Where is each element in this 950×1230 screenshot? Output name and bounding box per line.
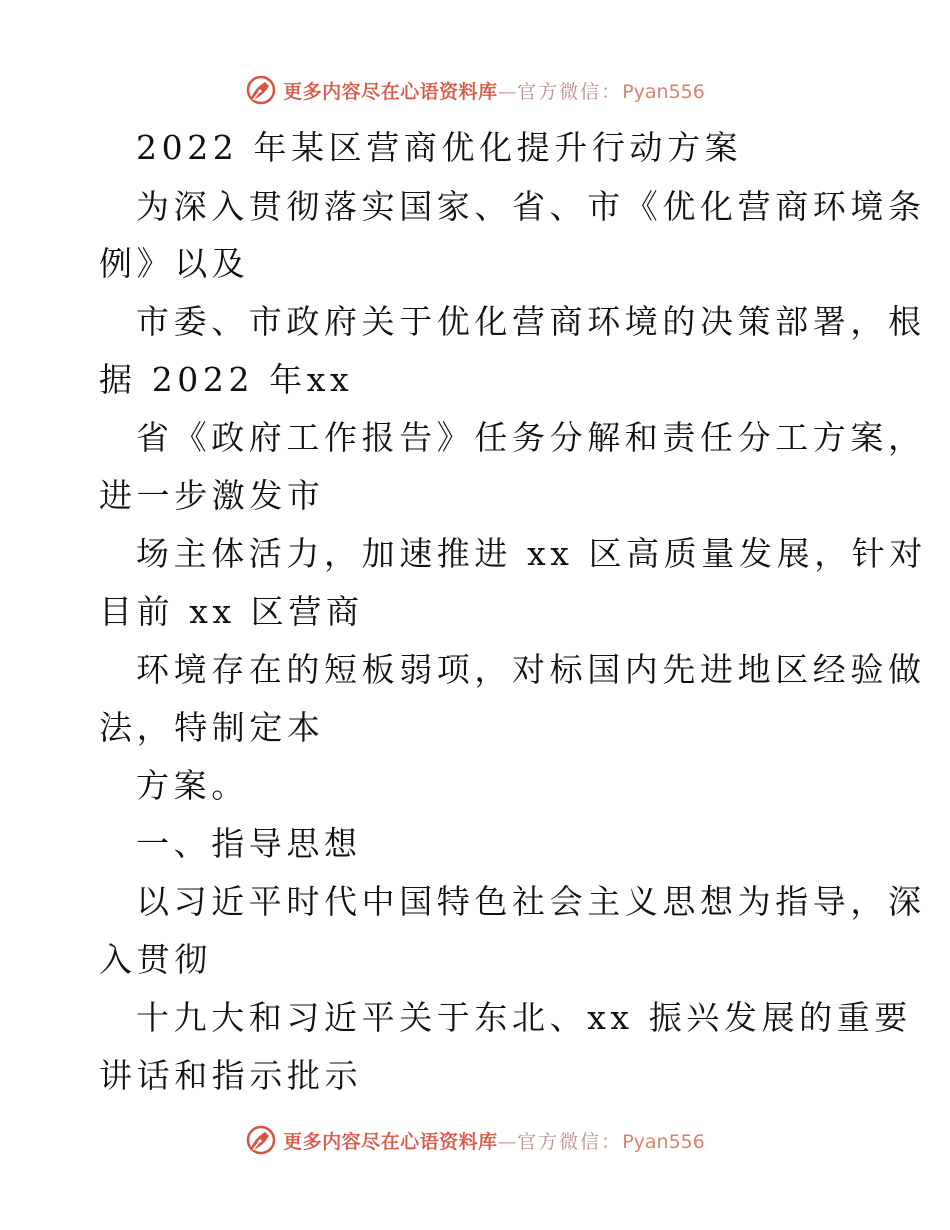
footer-banner-title: 更多内容尽在心语资料库: [283, 1130, 498, 1153]
paragraph-line: 以习近平时代中国特色社会主义思想为指导，深: [136, 882, 926, 921]
paragraph-line: 例》以及: [99, 244, 250, 283]
paragraph-line: 为深入贯彻落实国家、省、市《优化营商环境条: [136, 187, 926, 226]
pen-nib-logo-icon: [245, 1124, 277, 1156]
header-banner-separator: —: [497, 80, 518, 103]
paragraph-line: 进一步激发市: [99, 476, 325, 515]
paragraph-line: 入贯彻: [99, 940, 212, 979]
footer-banner-separator: —: [497, 1130, 518, 1153]
paragraph-line: 环境存在的短板弱项，对标国内先进地区经验做: [136, 650, 926, 689]
document-title: 2022 年某区营商优化提升行动方案: [136, 128, 743, 167]
footer-banner-official: 官方微信：: [517, 1130, 623, 1153]
header-banner-title: 更多内容尽在心语资料库: [283, 80, 498, 103]
footer-banner-text: [283, 1127, 705, 1154]
header-banner-id: Pyan556: [622, 80, 705, 103]
paragraph-line: 十九大和习近平关于东北、xx 振兴发展的重要: [136, 998, 912, 1037]
paragraph-line: 据 2022 年xx: [99, 360, 354, 399]
footer-banner-id: Pyan556: [622, 1130, 705, 1153]
paragraph-line: 法，特制定本: [99, 708, 325, 747]
footer-banner: [0, 1120, 950, 1160]
header-banner-official: 官方微信：: [517, 80, 623, 103]
paragraph-line: 场主体活力，加速推进 xx 区高质量发展，针对: [136, 534, 928, 573]
paragraph-line: 目前 xx 区营商: [99, 592, 364, 631]
section-heading: 一、指导思想: [136, 824, 362, 863]
paragraph-line: 讲话和指示批示: [99, 1056, 363, 1095]
paragraph-line: 省《政府工作报告》任务分解和责任分工方案，: [136, 418, 926, 457]
paragraph-line: 方案。: [136, 766, 249, 805]
paragraph-line: 市委、市政府关于优化营商环境的决策部署，根: [136, 302, 926, 341]
